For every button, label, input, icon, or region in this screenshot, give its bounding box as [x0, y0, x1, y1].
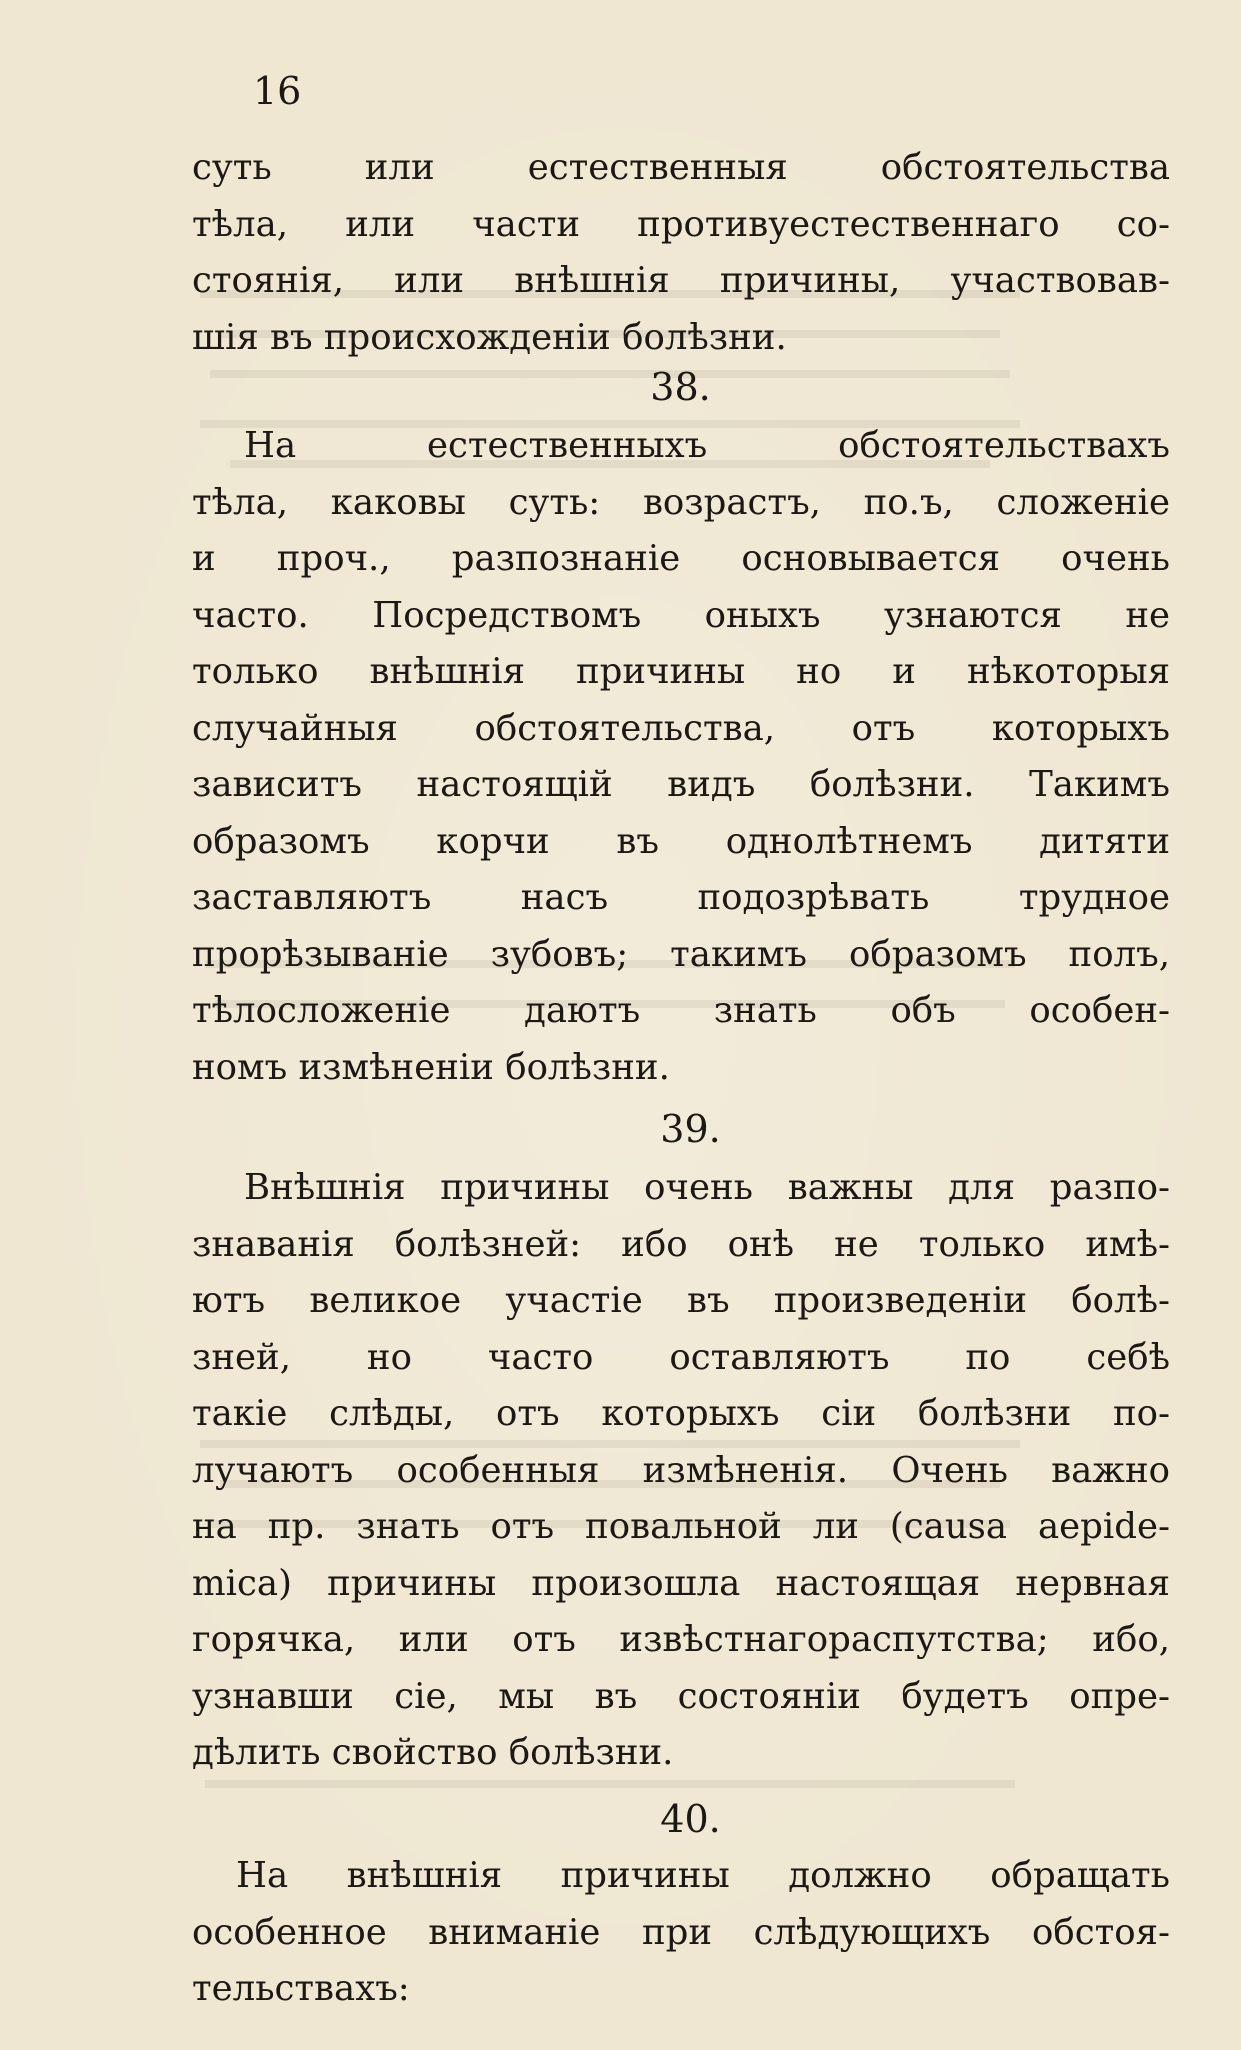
- text-line: горячка, или отъ извѣстнагораспутства; ибо,: [192, 1619, 1170, 1660]
- paragraph-40: [192, 1848, 1170, 2018]
- text-line: и проч., разпознаніе основывается очень: [192, 538, 1170, 579]
- text-line: ютъ великое участіе въ произведеніи болѣ-: [192, 1280, 1170, 1321]
- text-line: лучаютъ особенныя измѣненія. Очень важно: [192, 1449, 1170, 1491]
- page-number: 16: [253, 69, 302, 113]
- text-line: стоянія, или внѣшнія причины, участвовав-: [192, 260, 1170, 301]
- text-line: случайныя обстоятельства, отъ которыхъ: [192, 707, 1170, 749]
- text-line: Внѣшнія причины очень важны для разпо-: [244, 1167, 1170, 1208]
- text-line: На внѣшнія причины должно обращать: [236, 1855, 1170, 1896]
- paragraph-39: [192, 1160, 1170, 1782]
- text-line: тѣла, каковы суть: возрастъ, по.ъ, сложеніе: [192, 481, 1170, 523]
- text-line: такіе слѣды, отъ которыхъ сіи болѣзни по-: [192, 1393, 1170, 1434]
- paragraph-continuation: [192, 140, 1170, 366]
- text-line: На естественныхъ обстоятельствахъ: [244, 425, 1170, 466]
- section-number-38: 38.: [650, 365, 711, 409]
- paragraph-38: [192, 418, 1170, 1096]
- text-line: суть или естественныя обстоятельства: [192, 147, 1170, 188]
- text-line: зависитъ настоящій видъ болѣзни. Такимъ: [192, 764, 1170, 805]
- text-line: шія въ происхожденіи болѣзни.: [192, 316, 787, 358]
- text-line: зней, но часто оставляютъ по себѣ: [192, 1336, 1170, 1378]
- text-line: узнавши сіе, мы въ состояніи будетъ опре-: [192, 1675, 1170, 1717]
- text-line: заставляютъ насъ подозрѣвать трудное: [192, 877, 1170, 918]
- section-number-39: 39.: [660, 1107, 721, 1151]
- text-line: номъ измѣненіи болѣзни.: [192, 1046, 670, 1088]
- section-number-40: 40.: [660, 1797, 721, 1841]
- text-line: тѣлосложеніе даютъ знать объ особен-: [192, 990, 1170, 1031]
- text-line: на пр. знать отъ повальной ли (causa aepide-: [192, 1506, 1170, 1547]
- text-line: только внѣшнія причины но и нѣкоторыя: [192, 651, 1170, 692]
- text-line: тѣла, или части противуестественнаго со-: [192, 203, 1170, 245]
- text-line: особенное вниманіе при слѣдующихъ обстоя-: [192, 1911, 1170, 1953]
- text-line: тельствахъ:: [192, 1968, 410, 2009]
- text-line: прорѣзываніе зубовъ; такимъ образомъ полъ,: [192, 933, 1170, 975]
- text-line: образомъ корчи въ однолѣтнемъ дитяти: [192, 820, 1170, 862]
- text-line: знаванія болѣзней: ибо онѣ не только имѣ-: [192, 1223, 1170, 1265]
- text-line: дѣлить свойство болѣзни.: [192, 1732, 674, 1773]
- text-line: mica) причины произошла настоящая нервная: [192, 1562, 1170, 1604]
- text-line: часто. Посредствомъ оныхъ узнаются не: [192, 594, 1170, 636]
